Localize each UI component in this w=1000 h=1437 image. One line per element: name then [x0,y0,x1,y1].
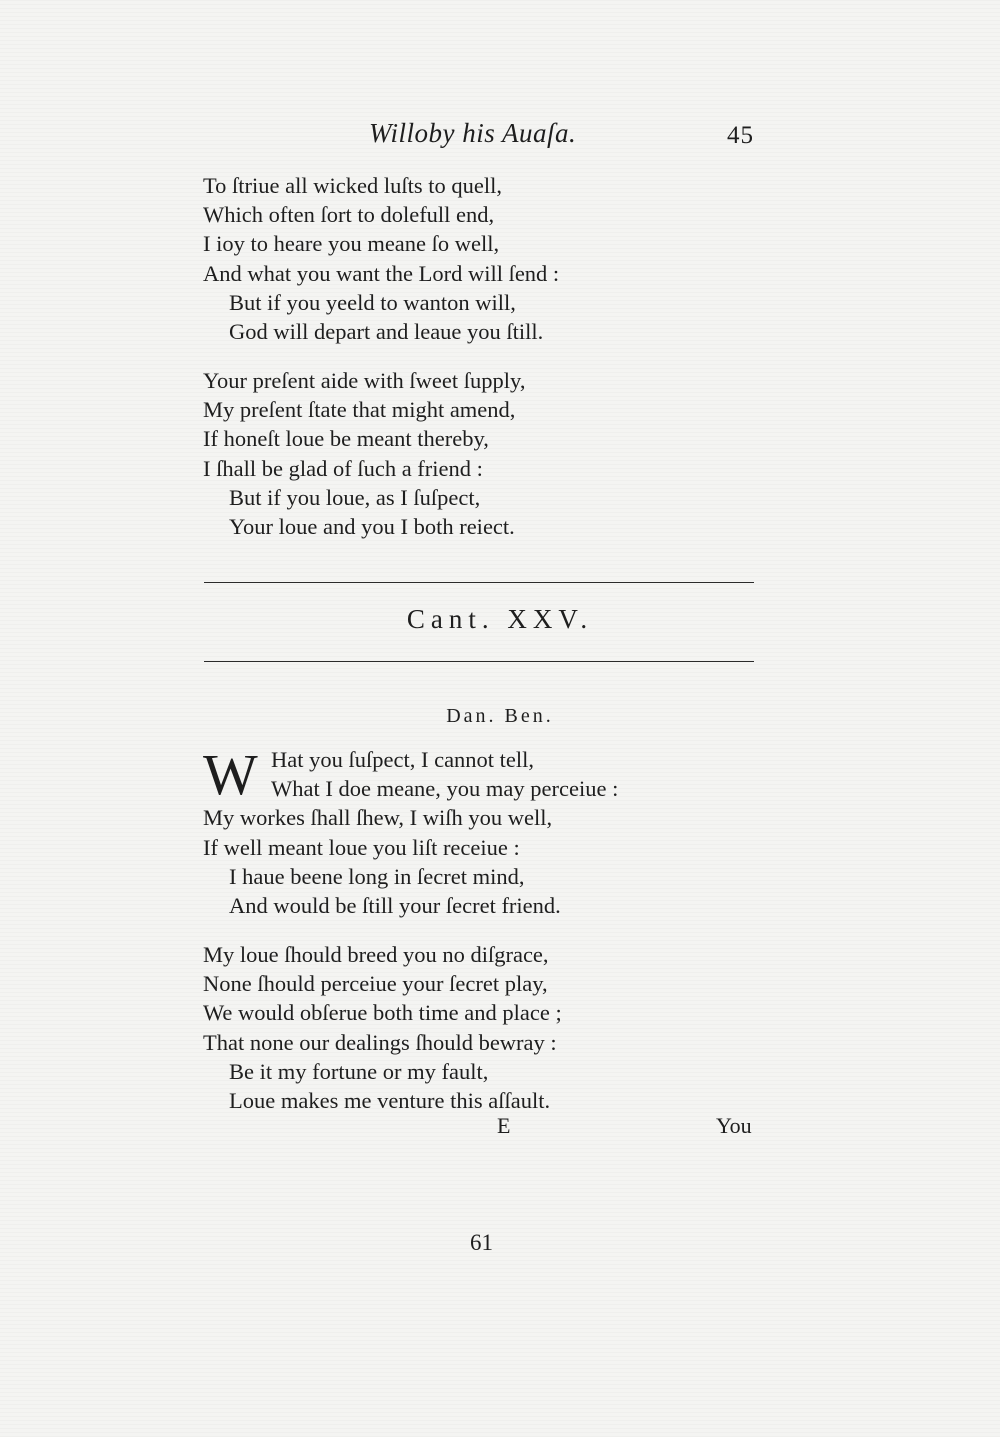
verse-line: Your loue and you I both reiect. [229,513,515,539]
verse-line: My workes ſhall ſhew, I wiſh you well, [203,805,553,831]
stanza-1 [203,171,763,346]
page-number: 45 [727,122,754,149]
verse-line: Which often ſort to dolefull end, [203,202,495,228]
speakers-heading: Dan. Ben. [446,705,554,727]
verse-line: None ſhould perceiue your ſecret play, [203,971,548,997]
verse-line: And what you want the Lord will ſend : [203,260,560,286]
verse-line: If honeſt loue be meant thereby, [203,426,489,452]
verse-line: What I doe meane, you may perceiue : [271,776,619,802]
rule-top [204,582,754,583]
verse-line: But if you loue, as I ſuſpect, [229,484,481,510]
verse-line: But if you yeeld to wanton will, [229,289,516,315]
verse-line: If well meant loue you liſt receiue : [203,834,520,860]
verse-line: I ioy to heare you meane ſo well, [203,231,500,257]
stanza-4 [203,940,763,1115]
verse-line: I haue beene long in ſecret mind, [229,863,525,889]
canto-heading: Cant. XXV. [406,604,594,634]
catchword: You [716,1113,752,1138]
folio-number: 61 [470,1230,493,1255]
verse-line: Hat you ſuſpect, I cannot tell, [271,747,535,772]
verse-line: My loue ſhould breed you no diſgrace, [203,942,549,967]
verse-line: And would be ſtill your ſecret friend. [229,892,561,918]
verse-line: God will depart and leaue you ſtill. [229,318,544,344]
verse-line: That none our dealings ſhould bewray : [203,1029,557,1055]
drop-cap: W [203,742,258,807]
verse-line: I ſhall be glad of ſuch a friend : [203,455,483,481]
stanza-2 [203,366,763,541]
verse-line: Your preſent aide with ſweet ſupply, [203,368,526,393]
verse-line: Loue makes me venture this aſſault. [229,1087,551,1113]
running-head [0,118,1000,158]
verse-line: My preſent ſtate that might amend, [203,397,516,423]
running-title: Willoby his Auaſa. [369,118,577,148]
verse-line: We would obſerue both time and place ; [203,1000,562,1026]
signature-mark: E [497,1113,511,1138]
verse-line: Be it my fortune or my fault, [229,1058,489,1084]
rule-bottom [204,661,754,662]
stanza-3 [203,742,763,920]
verse-line: To ſtriue all wicked luſts to quell, [203,173,502,198]
